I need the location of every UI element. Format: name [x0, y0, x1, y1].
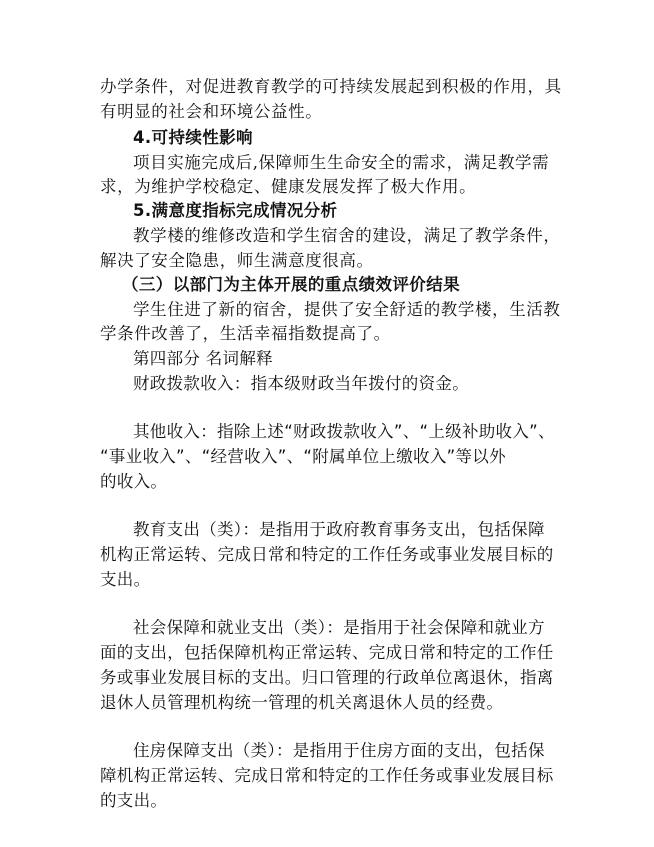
definition-fiscal-income: 财政拨款收入：指本级财政当年拨付的资金。 — [133, 374, 469, 393]
paragraph-line: “事业收入”、“经营收入”、“附属单位上缴收入”等以外 — [100, 447, 506, 466]
definition-other-income: 其他收入：指除上述“财政拨款收入”、“上级补助收入”、 — [133, 422, 555, 441]
paragraph-line: 教学楼的维修改造和学生宿舍的建设，满足了教学条件， — [133, 226, 561, 245]
paragraph-line: 支出。 — [100, 570, 151, 589]
heading-dept-evaluation: （三）以部门为主体开展的重点绩效评价结果 — [122, 275, 460, 294]
paragraph-line: 学条件改善了，生活幸福指数提高了。 — [100, 324, 391, 343]
paragraph-line: 务或事业发展目标的支出。归口管理的行政单位离退休，指离 — [100, 668, 554, 687]
paragraph-line: 解决了安全隐患，师生满意度很高。 — [100, 251, 374, 270]
paragraph-line: 办学条件，对促进教育教学的可持续发展起到积极的作用，具 — [100, 77, 562, 96]
paragraph-line: 项目实施完成后,保障师生生命安全的需求，满足教学需 — [133, 153, 550, 172]
definition-education-expense: 教育支出（类）：是指用于政府教育事务支出，包括保障 — [133, 520, 545, 539]
paragraph-line: 求，为维护学校稳定、健康发展发挥了极大作用。 — [100, 177, 477, 196]
definition-social-security-expense: 社会保障和就业支出（类）：是指用于社会保障和就业方 — [133, 618, 545, 637]
heading-sustainability: 4.可持续性影响 — [133, 128, 253, 147]
paragraph-line: 面的支出，包括保障机构正常运转、完成日常和特定的工作任 — [100, 643, 554, 662]
definition-housing-expense: 住房保障支出（类）：是指用于住房方面的支出，包括保 — [133, 741, 545, 760]
heading-satisfaction: 5.满意度指标完成情况分析 — [133, 201, 338, 220]
heading-part4: 第四部分 名词解释 — [133, 349, 273, 368]
paragraph-line: 有明显的社会和环境公益性。 — [100, 102, 323, 121]
paragraph-line: 的支出。 — [100, 791, 168, 810]
paragraph-line: 学生住进了新的宿舍，提供了安全舒适的教学楼，生活教 — [133, 300, 561, 319]
paragraph-line: 退休人员管理机构统一管理的机关离退休人员的经费。 — [100, 693, 504, 712]
paragraph-line: 的收入。 — [100, 472, 168, 491]
paragraph-line: 障机构正常运转、完成日常和特定的工作任务或事业发展目标 — [100, 766, 554, 785]
paragraph-line: 机构正常运转、完成日常和特定的工作任务或事业发展目标的 — [100, 545, 554, 564]
